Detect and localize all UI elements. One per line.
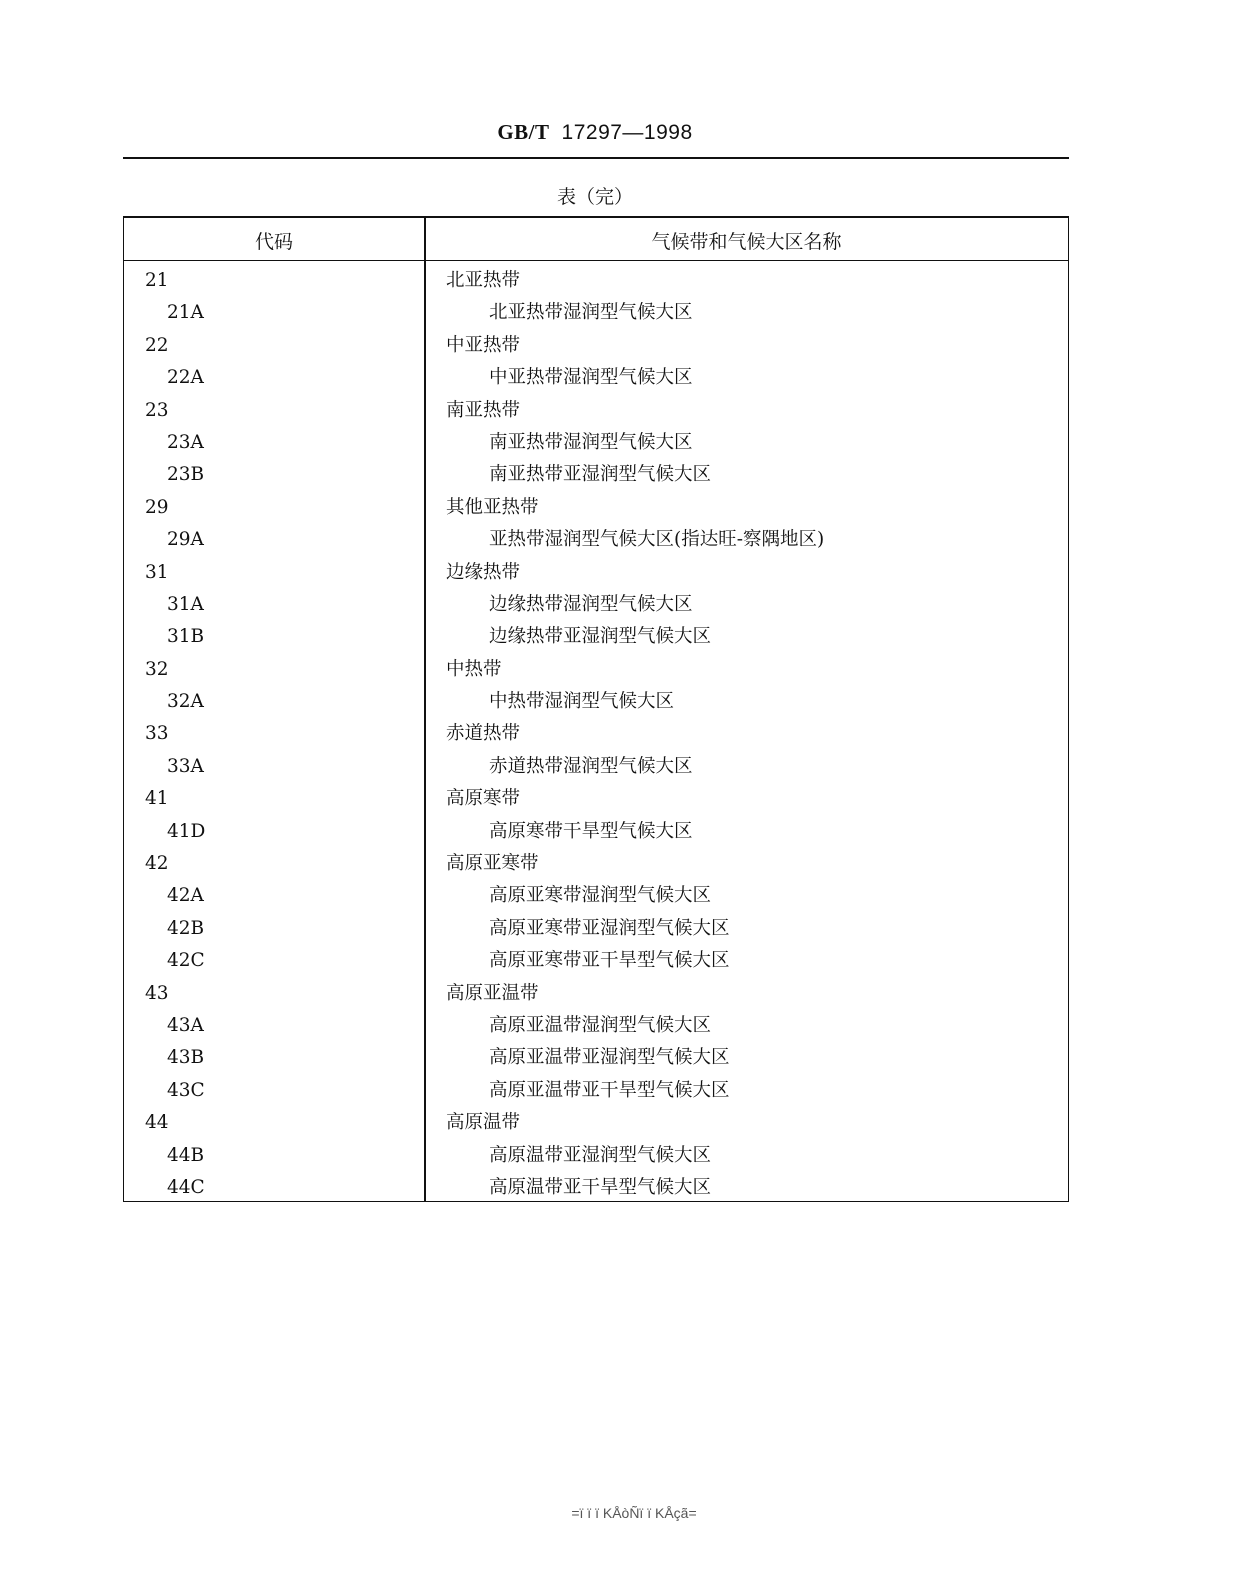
row-name: 边缘热带湿润型气候大区 [489,593,693,615]
table-body [124,265,1068,1204]
table-row [124,1010,1068,1042]
climate-zone-table [123,216,1069,1202]
row-name: 高原亚寒带湿润型气候大区 [489,885,712,907]
row-code: 22A [167,367,204,389]
table-row [124,297,1068,329]
table-row [124,362,1068,394]
row-name: 南亚热带 [446,399,521,421]
table-header [124,218,1068,261]
row-code: 42 [145,853,169,875]
row-name: 中亚热带湿润型气候大区 [489,367,693,389]
table-row [124,589,1068,621]
row-name: 高原寒带干旱型气候大区 [489,820,693,842]
table-row [124,1107,1068,1139]
table-row [124,913,1068,945]
row-code: 29 [145,496,169,518]
table-row [124,848,1068,880]
header-code: 代码 [254,231,293,253]
row-name: 高原亚寒带亚干旱型气候大区 [489,950,730,972]
table-row [124,1075,1068,1107]
row-code: 21 [145,270,169,291]
row-code: 43A [167,1014,204,1036]
row-code: 33 [145,723,169,745]
row-name: 赤道热带 [446,723,521,745]
row-name: 高原亚温带 [446,982,539,1004]
row-name: 高原亚寒带亚湿润型气候大区 [489,917,730,939]
row-name: 其他亚热带 [446,496,539,518]
table-row [124,718,1068,750]
table-row [124,978,1068,1010]
row-code: 33A [167,755,204,777]
table-row [124,783,1068,815]
row-code: 23 [145,399,169,421]
row-name: 中热带湿润型气候大区 [489,691,675,713]
row-code: 23A [167,431,204,453]
row-code: 41D [167,820,206,842]
row-name: 高原温带亚湿润型气候大区 [489,1144,712,1166]
row-code: 31B [167,626,205,648]
row-name: 南亚热带亚湿润型气候大区 [489,464,712,486]
table-row [124,1172,1068,1204]
table-row [124,265,1068,297]
table-row [124,1140,1068,1172]
row-code: 44 [145,1112,169,1134]
row-code: 22 [145,334,169,356]
header-rule [123,157,1069,159]
table-row [124,880,1068,912]
table-row [124,686,1068,718]
row-code: 41 [145,788,169,810]
row-code: 32 [145,658,169,680]
table-row [124,751,1068,783]
row-code: 43B [167,1047,205,1069]
table-row [124,1042,1068,1074]
row-name: 高原寒带 [446,788,521,810]
table-row [124,459,1068,491]
table-row [124,427,1068,459]
row-code: 31 [145,561,169,583]
row-code: 43C [167,1079,205,1101]
row-code: 42A [167,885,204,907]
row-name: 高原温带 [446,1112,521,1134]
row-code: 31A [167,593,204,615]
row-code: 21A [167,302,204,324]
row-name: 北亚热带 [446,270,521,291]
row-name: 南亚热带湿润型气候大区 [489,431,693,453]
table-row [124,945,1068,977]
table-caption: 表（完） [556,186,633,208]
table-row [124,621,1068,653]
header-name: 气候带和气候大区名称 [651,231,842,253]
row-code: 42C [167,950,205,972]
row-code: 44C [167,1176,205,1198]
row-name: 边缘热带 [446,561,521,583]
row-name: 高原亚温带亚干旱型气候大区 [489,1079,730,1101]
row-name: 高原亚温带湿润型气候大区 [489,1014,712,1036]
table-row [124,557,1068,589]
table-row [124,654,1068,686]
row-name: 边缘热带亚湿润型气候大区 [489,626,712,648]
row-name: 赤道热带湿润型气候大区 [489,755,693,777]
row-name: 中亚热带 [446,334,521,356]
table-row [124,524,1068,556]
page-header [0,120,1190,145]
standard-prefix: GB/T [497,120,550,144]
table-row [124,816,1068,848]
row-code: 32A [167,691,204,713]
row-code: 44B [167,1144,205,1166]
row-code: 42B [167,917,205,939]
table-row [124,330,1068,362]
row-code: 29A [167,529,204,551]
row-code: 23B [167,464,205,486]
row-name: 高原温带亚干旱型气候大区 [489,1176,712,1198]
page-footer: =ï ï ï KÅòÑï ï KÅçã= [571,1505,697,1521]
row-name: 高原亚寒带 [446,853,539,875]
row-name: 亚热带湿润型气候大区(指达旺-察隅地区) [489,529,825,551]
standard-number: 17297—1998 [561,121,693,144]
table-row [124,395,1068,427]
row-name: 北亚热带湿润型气候大区 [489,302,693,324]
row-code: 43 [145,982,169,1004]
row-name: 高原亚温带亚湿润型气候大区 [489,1047,730,1069]
row-name: 中热带 [446,658,502,680]
table-row [124,492,1068,524]
